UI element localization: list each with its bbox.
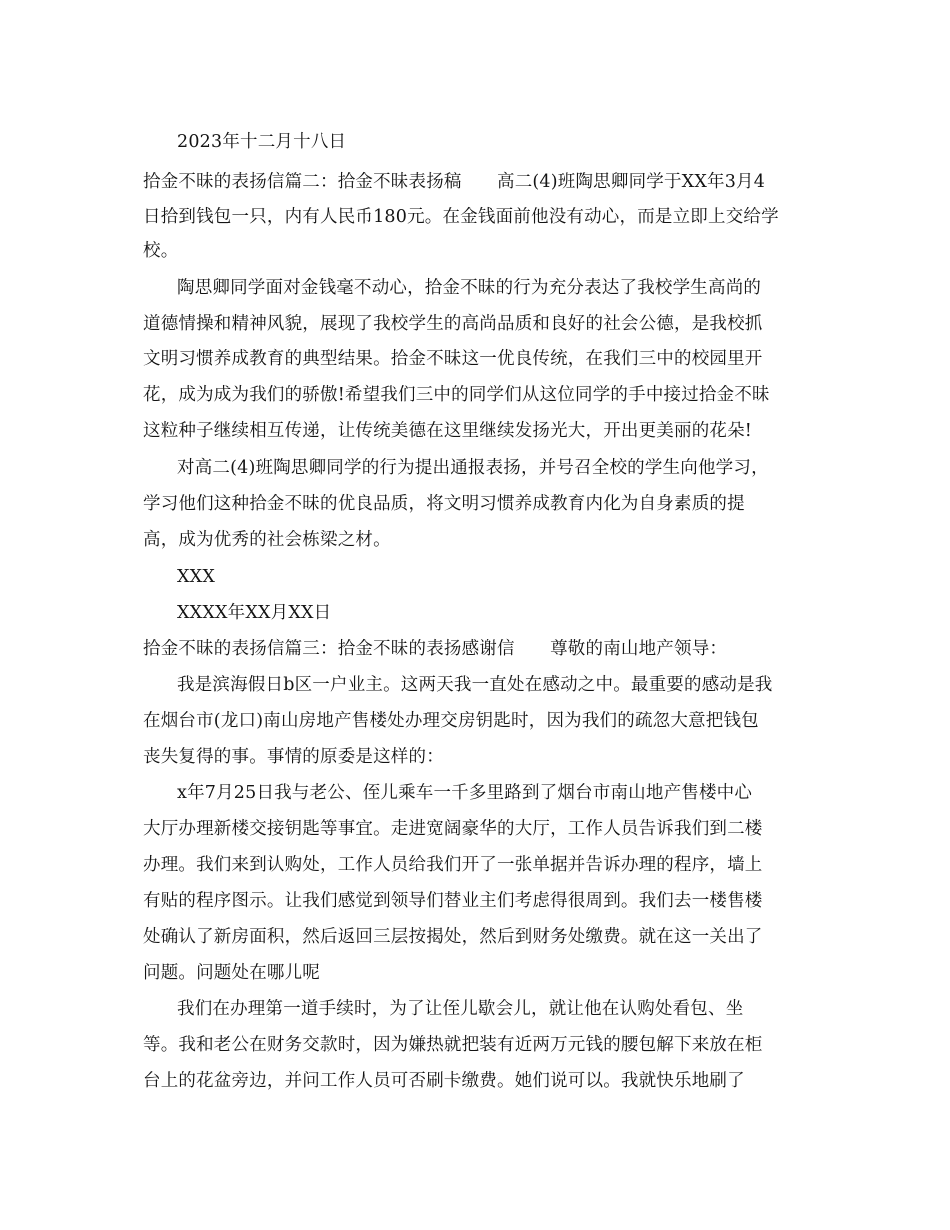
section-heading-3: 拾金不昧的表扬信篇三：拾金不昧的表扬感谢信 尊敬的南山地产领导： xyxy=(143,639,728,659)
text-line: 在烟台市(龙口)南山房地产售楼处办理交房钥匙时，因为我们的疏忽大意把钱包 xyxy=(143,711,759,731)
text-line: 问题。问题处在哪儿呢 xyxy=(143,963,320,983)
text-line: 学习他们这种拾金不昧的优良品质，将文明习惯养成教育内化为自身素质的提 xyxy=(143,494,745,514)
text-line: 大厅办理新楼交接钥匙等事宜。走进宽阔豪华的大厅，工作人员告诉我们到二楼 xyxy=(143,819,763,839)
text-line: 文明习惯养成教育的典型结果。拾金不昧这一优良传统，在我们三中的校园里开 xyxy=(143,349,763,369)
text-line: 等。我和老公在财务交款时，因为嫌热就把装有近两万元钱的腰包解下来放在柜 xyxy=(143,1035,763,1055)
text-line: 办理。我们来到认购处，工作人员给我们开了一张单据并告诉办理的程序，墙上 xyxy=(143,855,763,875)
text-line: 高，成为优秀的社会栋梁之材。 xyxy=(143,530,391,550)
text-line: 处确认了新房面积，然后返回三层按揭处，然后到财务处缴费。就在这一关出了 xyxy=(143,927,763,947)
text-line: 道德情操和精神风貌，展现了我校学生的高尚品质和良好的社会公德，是我校抓 xyxy=(143,314,763,334)
signature: XXX xyxy=(177,567,215,587)
paragraph-start: 陶思卿同学面对金钱毫不动心，拾金不昧的行为充分表达了我校学生高尚的 xyxy=(177,278,762,298)
paragraph-start: 我是滨海假日b区一户业主。这两天我一直处在感动之中。最重要的感动是我 xyxy=(177,675,773,695)
text-line: 有贴的程序图示。让我们感觉到领导们替业主们考虑得很周到。我们去一楼售楼 xyxy=(143,891,763,911)
date-line: 2023年十二月十八日 xyxy=(177,132,347,152)
paragraph-start: x年7月25日我与老公、侄儿乘车一千多里路到了烟台市南山地产售楼中心 xyxy=(177,783,753,803)
text-line: 台上的花盆旁边，并问工作人员可否刷卡缴费。她们说可以。我就快乐地刷了 xyxy=(143,1071,745,1091)
text-line: 日拾到钱包一只，内有人民币180元。在金钱面前他没有动心，而是立即上交给学 xyxy=(143,207,779,227)
signature-date: XXXX年XX月XX日 xyxy=(177,603,332,623)
section-heading-2: 拾金不昧的表扬信篇二：拾金不昧表扬稿 高二(4)班陶思卿同学于XX年3月4 xyxy=(143,172,766,192)
text-line: 校。 xyxy=(143,241,179,261)
text-line: 丧失复得的事。事情的原委是这样的： xyxy=(143,747,444,767)
text-line: 这粒种子继续相互传递，让传统美德在这里继续发扬光大，开出更美丽的花朵! xyxy=(143,421,753,441)
paragraph-start: 对高二(4)班陶思卿同学的行为提出通报表扬，并号召全校的学生向他学习， xyxy=(177,458,769,478)
text-line: 花，成为成为我们的骄傲!希望我们三中的同学们从这位同学的手中接过拾金不昧 xyxy=(143,385,770,405)
paragraph-start: 我们在办理第一道手续时，为了让侄儿歇会儿，就让他在认购处看包、坐 xyxy=(177,999,744,1019)
